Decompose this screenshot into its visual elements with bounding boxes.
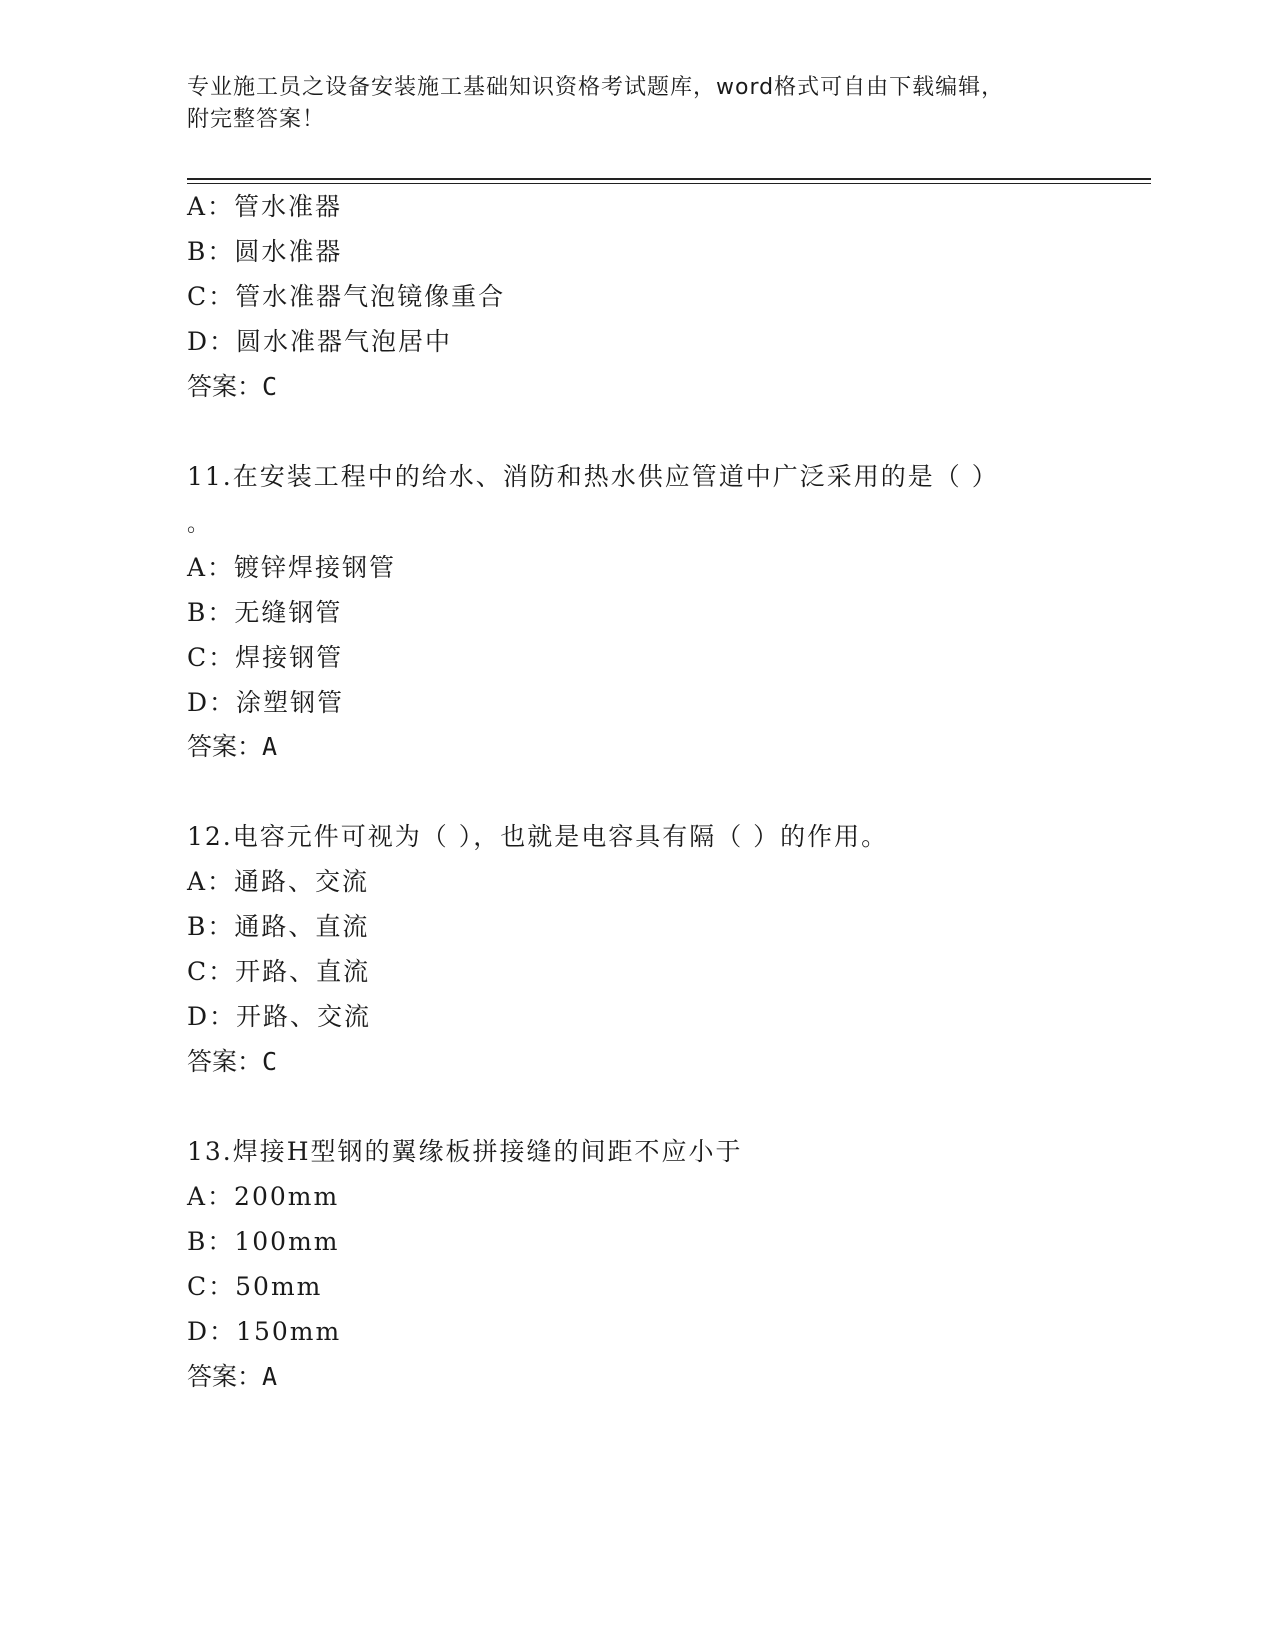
- q12-answer: [187, 1046, 277, 1078]
- q12-option-b: B：通路、直流: [187, 912, 370, 941]
- answer-value: A: [262, 732, 278, 761]
- q13-option-a: A：200mm: [187, 1182, 340, 1211]
- q11-option-a: A：镀锌焊接钢管: [187, 553, 397, 582]
- q13-stem: 13.焊接H型钢的翼缘板拼接缝的间距不应小于: [187, 1137, 743, 1166]
- q12-option-d: D：开路、交流: [187, 1002, 372, 1031]
- q11-answer: [187, 731, 277, 763]
- document-header: [187, 72, 1087, 136]
- header-line-1: 专业施工员之设备安装施工基础知识资格考试题库，word格式可自由下载编辑，: [187, 75, 1005, 100]
- q12-option-a: A：通路、交流: [187, 867, 370, 896]
- q11-option-c: C：焊接钢管: [187, 643, 344, 672]
- q13-option-c: C：50mm: [187, 1272, 323, 1301]
- header-line-2: 附完整答案！: [187, 107, 326, 132]
- answer-value: A: [262, 1362, 278, 1391]
- q13-answer: [187, 1361, 277, 1393]
- q10-option-d: D：圆水准器气泡居中: [187, 327, 453, 356]
- q10-option-a: A：管水准器: [187, 192, 343, 221]
- answer-label: 答案：: [187, 372, 263, 401]
- header-divider: [187, 178, 1151, 184]
- q10-answer: [187, 371, 277, 403]
- q10-option-b: B：圆水准器: [187, 237, 343, 266]
- q13-option-b: B：100mm: [187, 1227, 340, 1256]
- q11-stem: 11.在安装工程中的给水、消防和热水供应管道中广泛采用的是（ ）: [187, 462, 999, 491]
- q12-option-c: C：开路、直流: [187, 957, 371, 986]
- answer-value: C: [262, 372, 278, 401]
- q11-stem-continuation: 。: [187, 512, 210, 537]
- q13-option-d: D：150mm: [187, 1317, 342, 1346]
- answer-label: 答案：: [187, 732, 263, 761]
- q11-option-b: B：无缝钢管: [187, 598, 343, 627]
- answer-label: 答案：: [187, 1047, 263, 1076]
- q10-option-c: C：管水准器气泡镜像重合: [187, 282, 506, 311]
- q12-stem: 12.电容元件可视为（ ），也就是电容具有隔（ ）的作用。: [187, 822, 889, 851]
- q11-option-d: D：涂塑钢管: [187, 688, 345, 717]
- answer-label: 答案：: [187, 1362, 263, 1391]
- answer-value: C: [262, 1047, 278, 1076]
